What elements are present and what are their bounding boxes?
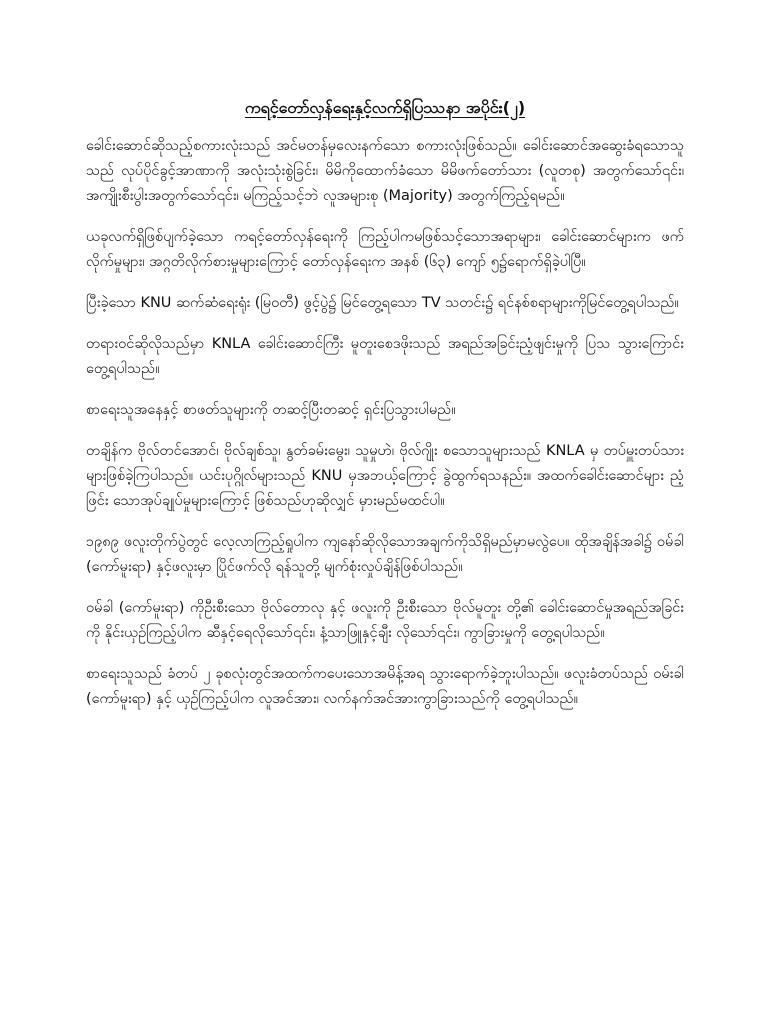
paragraph-9: စာရေးသူသည် ခံတပ် ၂ ခုစလုံးတွင်အထက်ကပေးသောအမိန့်အရ သွားရောက်ခဲ့ဘူးပါသည်။ ဖလူးခံတပ်သည် ဝမ်းခါ (ကော်မူးရာ) နှင့် ယှဥ်ကြည့်ပါက လူအင်အား၊ လက်နက်အင်အားကွာခြားသည်ကို တွေ့ရပါသည်။ <box>86 666 684 707</box>
paragraph-1: ခေါင်းဆောင်ဆိုသည့်စကားလုံးသည် အင်မတန်မှလေးနက်သော စကားလုံးဖြစ်သည်။ ခေါင်းဆောင်အဆွေးခံရသောသူသည် လုပ်ပိုင်ခွင့်အာဏာကို အလုံးသုံးစွဲခြင်း၊ မိမိကိုထောက်ခံသော မိမိဖက်တော်သား (လူတစု) အတွက်သော်၎င်း၊ အကျိုးစီးပွါးအတွက်သော်၎င်း၊ မကြည့်သင့်ဘဲ လူအများစု (Majority) အတွက်ကြည့်ရမည်။ <box>86 138 684 204</box>
paragraph-8: ဝမ်ခါ (ကော်မူးရာ) ကိုဦးစီးသော ဗိုလ်တောလု နှင့် ဖလူးကို ဦးစီးသော ဗိုလ်မူတူး တို့၏ ခေါင်းဆောင်မှုအရည်အခြင်းကို နိုင်းယှဥ်ကြည့်ပါက ဆီနှင့်ရေလိုသော်၎င်း၊ နံ့သာဖြူနှင့်ချီး လိုသော်၎င်း၊ ကွာခြားမှုကို တွေ့ရပါသည်။ <box>86 600 684 641</box>
paragraph-2: ယခုလက်ရှိဖြစ်ပျက်ခဲ့သော ကရင့်တော်လှန်ရေးကို ကြည့်ပါကမဖြစ်သင့်သောအရာများ၊ ခေါင်းဆောင်များက ဖက်လိုက်မှုများ၊ အဂ္ဂတိလိုက်စားမှုများကြောင့် တော်လှန်ရေးက အနစ် (၆၃) ကျော် ၅၌ရောက်ရှိခဲ့ပါပြီ။ <box>86 229 684 270</box>
paragraph-4: တရားဝင်ဆိုလိုသည်မှာ KNLA ခေါင်းဆောင်ကြီး မူတူးစေဒဖိုးသည် အရည်အခြင်းညံ့ဖျင်းမှုကို ပြသ သွားကြောင်း တွေ့ရပါသည်။ <box>86 336 684 377</box>
paragraph-7: ၁၉၈၉ ဖလူးတိုက်ပွဲတွင် လေ့လာကြည့်ရှုပါက ကျနော်ဆိုလိုသောအချက်ကိုသိရှိမည်မှာမလွဲပေ။ ထိုအချိန်အခါ၌ ဝမ်ခါ (ကော်မူးရာ) နှင့်ဖလူးမှာ ပြိုင်ဖက်လို ရန်သူတို့ မျက်စုံးလှုပ်ချိန်ဖြစ်ပါသည်။ <box>86 534 684 575</box>
paragraph-6: တချိန်က ဗိုလ်တင်အောင်၊ ဗိုလ်ချစ်သူ၊ နွတ်ခမ်းမွေး၊ သူမှုဟဲ၊ ဗိုလ်ဂျိုး စသောသူများသည် KNLA မှ တပ်မှူးတပ်သားများဖြစ်ခဲ့ကြပါသည်။ ယင်းပုဂ္ဂိုလ်များသည် KNU မှအဘယ့်ကြောင့် ခွဲထွက်ရသနည်း။ အထက်ခေါင်းဆောင်များ ညံ့ဖြင်း သောအုပ်ချုပ်မှုများကြောင့် ဖြစ်သည်ဟုဆိုလျှင် မှားမည်မထင်ပါ။ <box>86 443 684 509</box>
paragraph-3: ပြီးခဲ့သော KNU ဆက်ဆံရေးရုံး (မြဝတီ) ဖွင့်ပွဲ၌ မြင်တွေ့ရသော TV သတင်း၌ ရင်နစ်စရာများကိုမြင်တွေ့ရပါသည်။ <box>86 295 679 311</box>
paragraph-5: စာရေးသူအနေနှင့် စာဖတ်သူများကို တဆင့်ပြီးတဆင့် ရှင်းပြသွားပါမည်။ <box>86 402 456 418</box>
document-title: ကရင့်တော်လှန်ရေးနှင့်လက်ရှိပြဿနာ အပိုင်း(၂) <box>244 98 526 117</box>
